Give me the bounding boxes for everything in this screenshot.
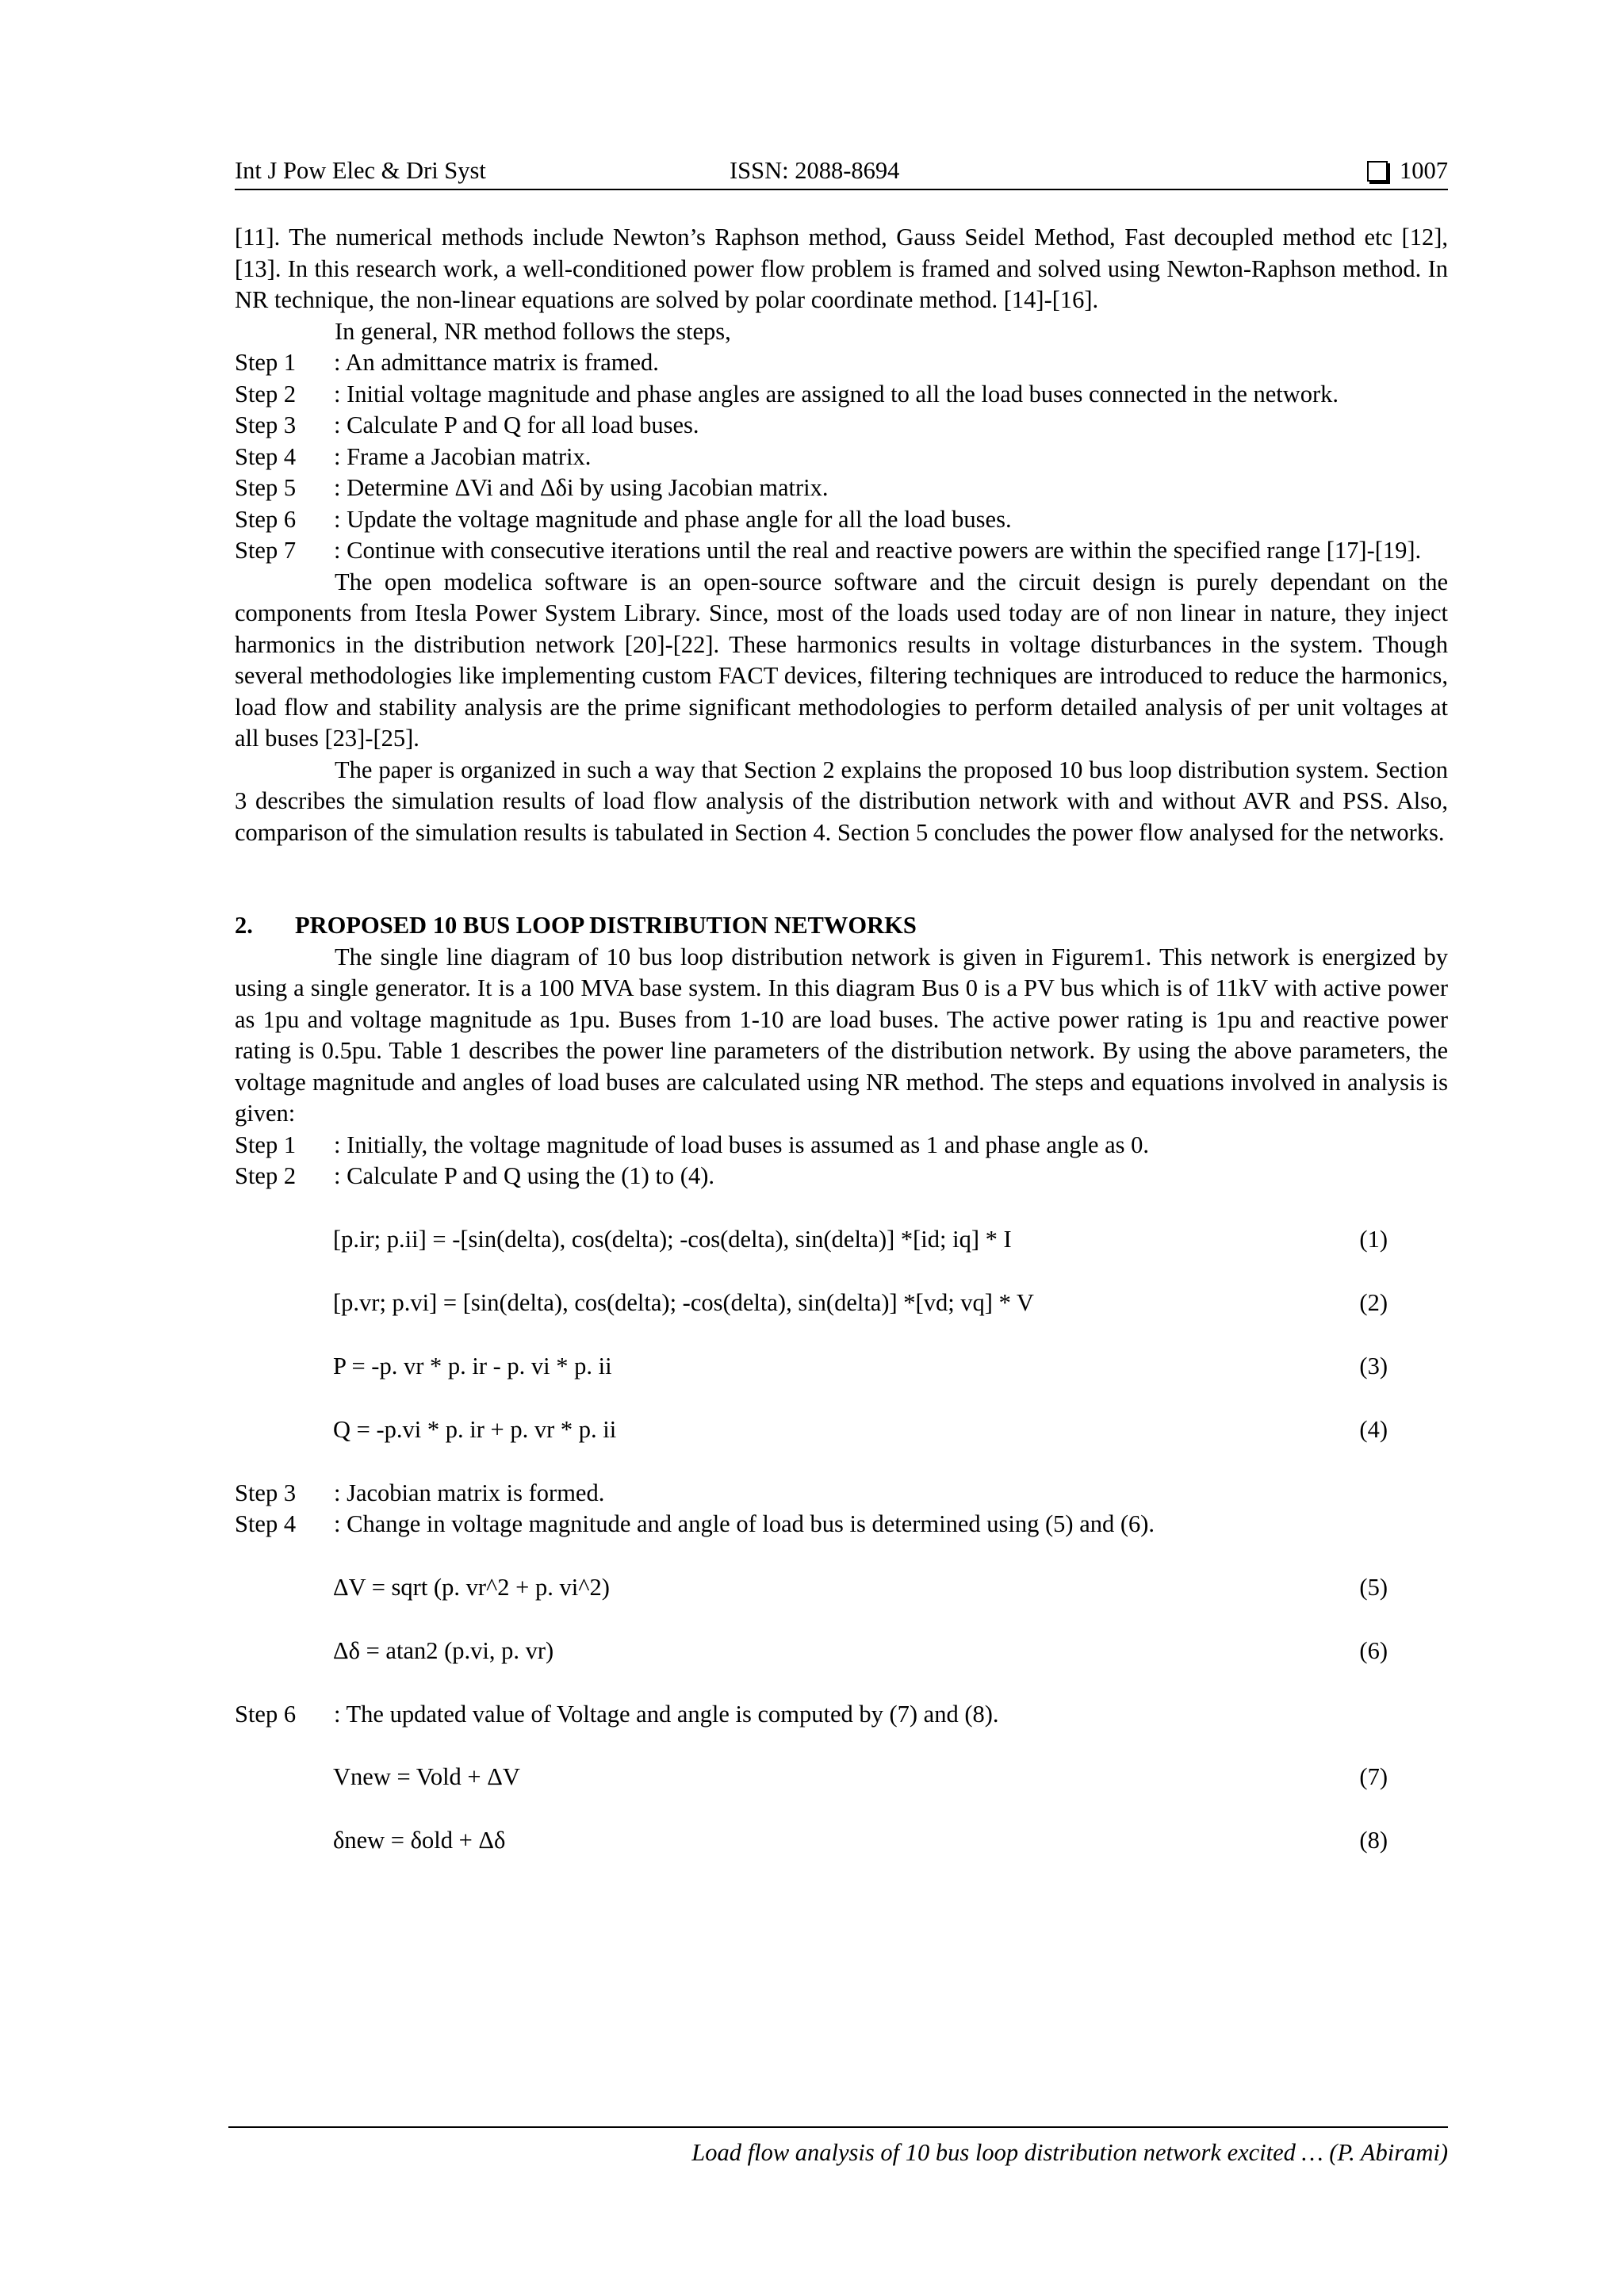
footer-citation: Load flow analysis of 10 bus loop distribution network excited … (P. Abirami): [691, 2139, 1448, 2166]
equation-text: P = -p. vr * p. ir - p. vi * p. ii: [333, 1352, 612, 1380]
step-label: Step 1: [235, 349, 297, 376]
step-label: Step 2: [235, 380, 297, 408]
equation-text: [p.vr; p.vi] = [sin(delta), cos(delta); -cos(delta), sin(delta)] *[vd; vq] * V: [333, 1288, 1034, 1316]
equation-text: ΔV = sqrt (p. vr^2 + p. vi^2): [333, 1573, 610, 1601]
paragraph: The single line diagram of 10 bus loop distribution network is given in Figurem1. This network is energized by using a single generator. It is a 100 MVA base system. In this diagram Bus 0 is a PV bus which is of 11kV with active power as 1pu and voltage magnitude as 1pu. Buses from 1-10 are load buses. The active power rating is 1pu and reactive power rating is 0.5pu. Table 1 describes the power line parameters of the distribution network. By using the above parameters, the voltage magnitude and angles of load buses are calculated using NR method. The steps and equations involved in analysis is given:: [235, 943, 1448, 1127]
step-label: Step 1: [235, 1131, 297, 1158]
equation-number: (3): [1359, 1352, 1388, 1380]
equation-number: (4): [1359, 1415, 1388, 1443]
step-label: Step 4: [235, 442, 297, 470]
equation-text: [p.ir; p.ii] = -[sin(delta), cos(delta); -cos(delta), sin(delta)] *[id; iq] * I: [333, 1225, 1012, 1253]
steps-intro: In general, NR method follows the steps,: [335, 317, 731, 345]
step-item: [235, 1130, 1448, 1161]
step-label: Step 5: [235, 474, 297, 501]
equation-number: (8): [1359, 1827, 1388, 1854]
step-label: Step 2: [235, 1162, 297, 1189]
step-item: [235, 379, 1448, 411]
paragraph: [11]. The numerical methods include Newton’s Raphson method, Gauss Seidel Method, Fast decoupled method etc [12], [13]. In this research work, a well-conditioned power flow problem is framed and solved using Newton-Raphson method. In NR technique, the non-linear equations are solved by polar coordinate method. [14]-[16].: [235, 224, 1448, 313]
section-number: 2.: [235, 912, 253, 939]
equation-number: (5): [1359, 1573, 1388, 1601]
equation-number: (6): [1359, 1636, 1388, 1664]
step-label: Step 7: [235, 537, 297, 564]
equation: [333, 1288, 1388, 1319]
equation: [333, 1636, 1388, 1667]
step-text: : The updated value of Voltage and angle is computed by (7) and (8).: [334, 1700, 999, 1728]
equation-number: (7): [1359, 1763, 1388, 1790]
step-text: : Calculate P and Q using the (1) to (4).: [334, 1162, 714, 1189]
equation: [333, 1351, 1388, 1383]
step-item: [235, 442, 1448, 473]
running-footer: [228, 2126, 1448, 2166]
step-text: : Change in voltage magnitude and angle of load bus is determined using (5) and (6).: [334, 1510, 1155, 1537]
issn: ISSN: 2088-8694: [730, 157, 900, 184]
equation-text: δnew = δold + Δδ: [333, 1827, 506, 1854]
equation: [333, 1224, 1388, 1256]
page-number: 1007: [1400, 157, 1448, 184]
step-item: [235, 1161, 1448, 1192]
page: [235, 0, 1448, 2296]
step-text: : Initial voltage magnitude and phase angles are assigned to all the load buses connected in the network.: [334, 380, 1339, 408]
step-text: : Initially, the voltage magnitude of load buses is assumed as 1 and phase angle as 0.: [334, 1131, 1150, 1158]
step-item: [235, 504, 1448, 536]
step-text: : Calculate P and Q for all load buses.: [334, 411, 699, 438]
step-item: [235, 473, 1448, 504]
section-heading: [235, 910, 1448, 942]
step-label: Step 3: [235, 411, 297, 438]
step-item: [235, 1699, 1448, 1731]
step-label: Step 6: [235, 505, 297, 533]
section-title: PROPOSED 10 BUS LOOP DISTRIBUTION NETWORKS: [295, 912, 917, 939]
step-item: [235, 1478, 1448, 1510]
step-text: : Frame a Jacobian matrix.: [334, 442, 592, 470]
step-label: Step 3: [235, 1479, 297, 1506]
square-bullet-icon: [1367, 161, 1388, 182]
step-label: Step 4: [235, 1510, 297, 1537]
step-text: : Determine ΔVi and Δδi by using Jacobian matrix.: [334, 474, 829, 501]
step-text: : Jacobian matrix is formed.: [334, 1479, 605, 1506]
step-text: : An admittance matrix is framed.: [334, 349, 659, 376]
step-text: : Continue with consecutive iterations until the real and reactive powers are within the specified range [17]-[19].: [334, 537, 1422, 564]
equation-text: Q = -p.vi * p. ir + p. vr * p. ii: [333, 1415, 617, 1443]
running-header: [235, 155, 1448, 190]
equation: [333, 1762, 1388, 1793]
equation: [333, 1825, 1388, 1857]
body-text: [235, 222, 1448, 1857]
paragraph: The paper is organized in such a way that Section 2 explains the proposed 10 bus loop distribution system. Section 3 describes the simulation results of load flow analysis of the distribution network with and without AVR and PSS. Also, comparison of the simulation results is tabulated in Section 4. Section 5 concludes the power flow analysed for the networks.: [235, 756, 1448, 846]
step-item: [235, 410, 1448, 442]
equation-text: Vnew = Vold + ΔV: [333, 1763, 520, 1790]
step-text: : Update the voltage magnitude and phase angle for all the load buses.: [334, 505, 1012, 533]
step-item: [235, 535, 1448, 567]
paragraph: The open modelica software is an open-source software and the circuit design is purely dependant on the components from Itesla Power System Library. Since, most of the loads used today are of non linear in nature, they inject harmonics in the distribution network [20]-[22]. These harmonics results in voltage disturbances in the system. Though several methodologies like implementing custom FACT devices, filtering techniques are introduced to reduce the harmonics, load flow and stability analysis are the prime significant methodologies to perform detailed analysis of per unit voltages at all buses [23]-[25].: [235, 568, 1448, 752]
equation: [333, 1414, 1388, 1446]
equation-number: (1): [1359, 1225, 1388, 1253]
journal-name: Int J Pow Elec & Dri Syst: [235, 157, 486, 184]
step-item: [235, 1509, 1448, 1540]
equation-number: (2): [1359, 1288, 1388, 1316]
equation: [333, 1572, 1388, 1604]
step-item: [235, 347, 1448, 379]
step-label: Step 6: [235, 1700, 297, 1728]
equation-text: Δδ = atan2 (p.vi, p. vr): [333, 1636, 554, 1664]
